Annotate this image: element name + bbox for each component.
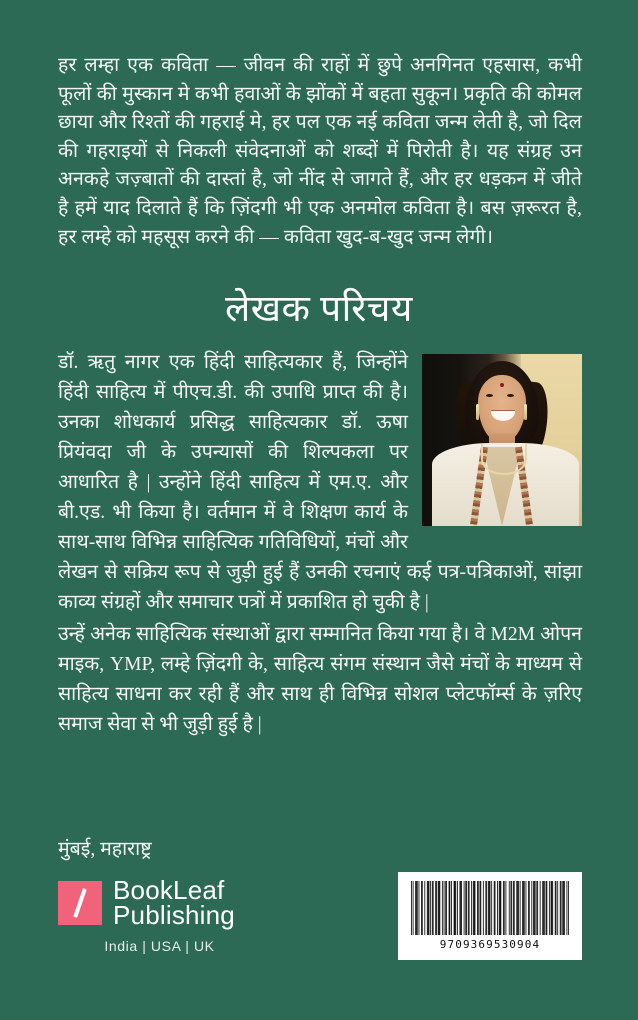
author-bio-paragraph-1: डॉ. ऋतु नागर एक हिंदी साहित्यकार हैं, जिन्होंने हिंदी साहित्य में पीएच.डी. की उपाधि प्राप्त की है। उनका शोधकार्य प्रसिद्ध साहित्यकार डॉ. ऊषा प्रियंवदा जी के उपन्यासों की शिल्पकला पर आधारित है | उन्होंने हिंदी साहित्य में एम.ए. और बी.एड. भी किया है। वर्तमान में वे शिक्षण कार्य के साथ-साथ विभिन्न साहित्यिक गतिविधियों, मंचों और लेखन से सक्रिय रूप से जुड़ी हुई हैं उनकी रचनाएं कई पत्र-पत्रिकाओं, सांझा काव्य संग्रहों और समाचार पत्रों में प्रकाशित हो चुकी है | (58, 352, 582, 613)
slash-glyph (73, 889, 87, 919)
publisher-countries: India | USA | UK (104, 937, 215, 954)
publisher-name-line-1: BookLeaf (113, 875, 225, 905)
author-location: मुंबई, महाराष्ट्र (58, 839, 152, 860)
publisher-logo-block (58, 875, 288, 954)
portrait-earring-left (476, 404, 479, 420)
publisher-logo-row (58, 875, 288, 931)
bookleaf-slash-icon (58, 881, 102, 925)
publisher-name-line-2: Publishing (113, 900, 235, 931)
portrait-necklace (481, 443, 527, 475)
barcode-number-text: 9709369530904 (439, 938, 541, 951)
isbn-barcode (398, 872, 582, 960)
author-bio-block (58, 348, 582, 740)
portrait-earring-right (524, 404, 527, 420)
portrait-bindi (500, 383, 504, 387)
author-section-heading: लेखक परिचय (225, 289, 413, 330)
barcode-bars (411, 881, 569, 935)
publisher-name (113, 875, 235, 931)
author-portrait-photo (422, 354, 582, 526)
book-blurb-text: हर लम्हा एक कविता — जीवन की राहों में छुपे अनगिनत एहसास, कभी फूलों की मुस्कान मे कभी हवाओं के झोंकों में बहता सुकून। प्रकृति की कोमल छाया और रिश्तों की गहराई मे, हर पल एक नई कविता जन्म लेती है, जो दिल की गहराइयों से निकली संवेदनाओं को शब्दों में पिरोती है। यह संग्रह उन अनकहे जज़्बातों की दास्तां है, जो नींद से जागते हैं, और हर धड़कन में जीते है हमें याद दिलाते हैं कि ज़िंदगी भी एक अनमोल कविता है। बस ज़रूरत है, हर लम्हे को महसूस करने की — कविता खुद-ब-खुद जन्म लेगी। (58, 55, 582, 248)
author-bio-paragraph-2: उन्हें अनेक साहित्यिक संस्थाओं द्वारा सम्मानित किया गया है। वे M2M ओपन माइक, YMP, लम्हे ज़िंदगी के, साहित्य संगम संस्थान जैसे मंचों के माध्यम से साहित्य साधना कर रही हैं और साथ ही विभिन्न सोशल प्लेटफॉर्म्स के ज़रिए समाज सेवा से भी जुड़ी हुई है | (58, 624, 582, 735)
